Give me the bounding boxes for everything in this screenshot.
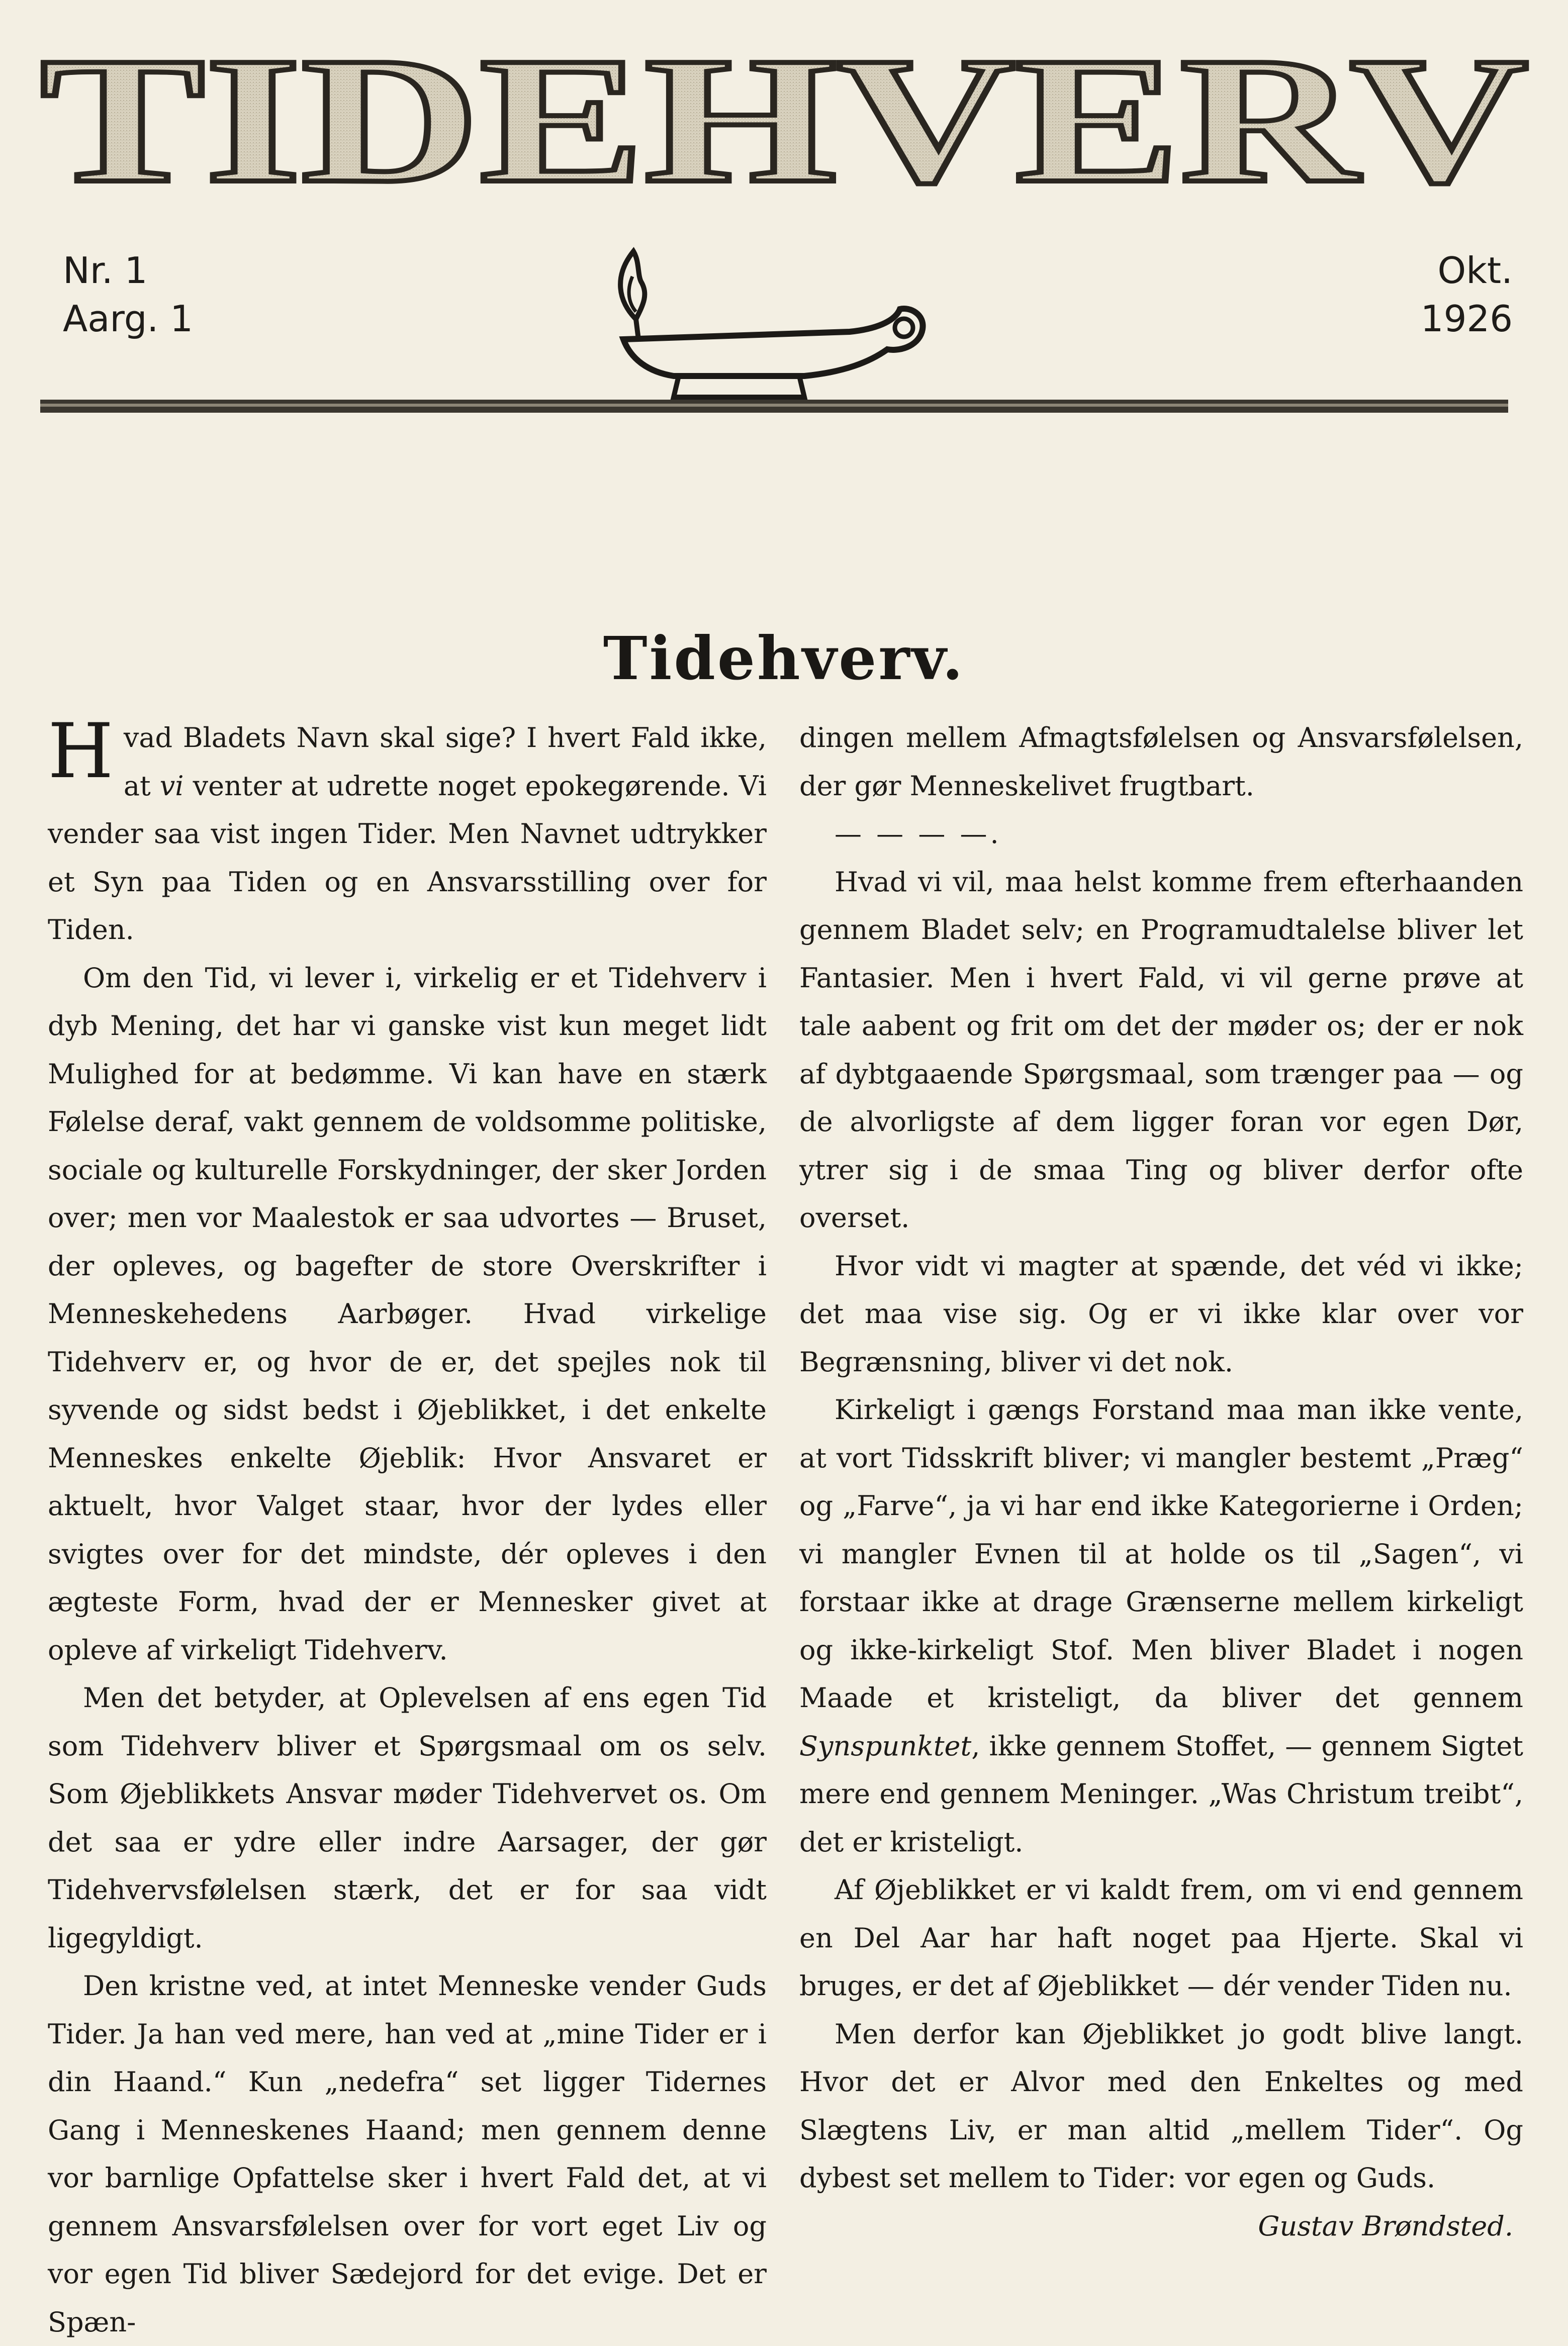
- issue-year: 1926: [1420, 298, 1513, 340]
- drop-cap: H: [48, 708, 114, 795]
- section-separator: — — — —.: [835, 818, 1002, 850]
- paragraph-text: Kirkeligt i gængs Forstand maa man ikke vente, at vort Tidsskrift bliver; vi mangler bestemt „Præg“ og „Farve“, ja vi har end ikke Kategorierne i Orden; vi mangler Evnen til at holde os til „Sagen“, vi forstaar ikke at drage Grænserne mellem kirkeligt og ikke-kirkeligt Stof. Men bliver Bladet i nogen Maade et kristeligt, da bliver det gennem: [799, 1394, 1523, 1714]
- issue-month: Okt.: [1437, 249, 1513, 292]
- emphasis-text: Synspunktet: [799, 1730, 972, 1762]
- article-paragraph: [48, 708, 767, 954]
- article-title: Tidehverv.: [603, 623, 965, 693]
- svg-text:TIDEHVERV: TIDEHVERV: [40, 30, 1528, 201]
- paragraph-text: , ikke gennem Stoffet, — gennem Sigtet mere end gennem Meninger. „Was Christum treibt“, det er kristeligt.: [799, 1730, 1523, 1858]
- article-paragraph: Hvad vi vil, maa helst komme frem efterhaanden gennem Bladet selv; en Programudtalelse bliver let Fantasier. Men i hvert Fald, vi vil gerne prøve at tale aabent og frit om det der møder os; der er nok af dybtgaaende Spørgsmaal, som trænger paa — og de alvorligste af dem ligger foran vor egen Dør, ytrer sig i de smaa Ting og bliver derfor ofte overset.: [799, 866, 1523, 1234]
- article-paragraph: Den kristne ved, at intet Menneske vender Guds Tider. Ja han ved mere, han ved at „mine Tider er i din Haand.“ Kun „nedefra“ set ligger Tidernes Gang i Menneskenes Haand; men gennem denne vor barnlige Opfattelse sker i hvert Fald det, at vi gennem Ansvarsfølelsen over for vort eget Liv og vor egen Tid bliver Sædejord for det evige. Det er Spæn-: [48, 1970, 767, 2338]
- article-paragraph: Af Øjeblikket er vi kaldt frem, om vi end gennem en Del Aar har haft noget paa Hjerte. Skal vi bruges, er det af Øjeblikket — dér vender Tiden nu.: [799, 1874, 1523, 2002]
- issue-info-left: [63, 246, 193, 343]
- issue-number: Nr. 1: [63, 249, 148, 292]
- volume-number: Aarg. 1: [63, 298, 193, 340]
- article-column-right: [799, 714, 1523, 2250]
- masthead-title-art: [35, 30, 1533, 201]
- article-column-left: [48, 708, 767, 2346]
- article-paragraph: [799, 1386, 1523, 1866]
- article-paragraph: dingen mellem Afmagtsfølelsen og Ansvarsfølelsen, der gør Menneskelivet frugtbart.: [799, 722, 1523, 802]
- article-paragraph: Men det betyder, at Oplevelsen af ens egen Tid som Tidehverv bliver et Spørgsmaal om os selv. Som Øjeblikkets Ansvar møder Tidehvervet os. Om det saa er ydre eller indre Aarsager, der gør Tidehvervsfølelsen stærk, det er for saa vidt ligegyldigt.: [48, 1682, 767, 1954]
- paragraph-text: venter at udrette noget epokegørende. Vi vender saa vist ingen Tider. Men Navnet udtrykker et Syn paa Tiden og en Ansvarsstilling over for Tiden.: [48, 770, 767, 946]
- oil-lamp-icon: [613, 246, 940, 407]
- issue-info-right: [1421, 246, 1513, 343]
- masthead-rule: [40, 395, 1508, 418]
- article-paragraph: Men derfor kan Øjeblikket jo godt blive langt. Hvor det er Alvor med den Enkeltes og med Slægtens Liv, er man altid „mellem Tider“. Og dybest set mellem to Tider: vor egen og Guds.: [799, 2018, 1523, 2194]
- author-signature: Gustav Brøndsted.: [1258, 2210, 1513, 2242]
- article-paragraph: Om den Tid, vi lever i, virkelig er et Tidehverv i dyb Mening, det har vi ganske vist kun meget lidt Mulighed for at bedømme. Vi kan have en stærk Følelse deraf, vakt gennem de voldsomme politiske, sociale og kulturelle Forskydninger, der sker Jorden over; men vor Maalestok er saa udvortes — Bruset, der opleves, og bagefter de store Overskrifter i Menneskehedens Aarbøger. Hvad virkelige Tidehverv er, og hvor de er, det spejles nok til syvende og sidst bedst i Øjeblikket, i det enkelte Menneskes enkelte Øjeblik: Hvor Ansvaret er aktuelt, hvor Valget staar, hvor der lydes eller svigtes over for det mindste, dér opleves i den ægteste Form, hvad der er Mennesker givet at opleve af virkeligt Tidehverv.: [48, 962, 767, 1666]
- paragraph-text: vad Bladets Navn skal sige? I hvert Fald ikke, at: [123, 722, 767, 802]
- masthead-title: [35, 30, 1533, 201]
- emphasis-text: vi: [159, 770, 184, 802]
- article-paragraph: Hvor vidt vi magter at spænde, det véd vi ikke; det maa vise sig. Og er vi ikke klar over vor Begrænsning, bliver vi det nok.: [799, 1250, 1523, 1378]
